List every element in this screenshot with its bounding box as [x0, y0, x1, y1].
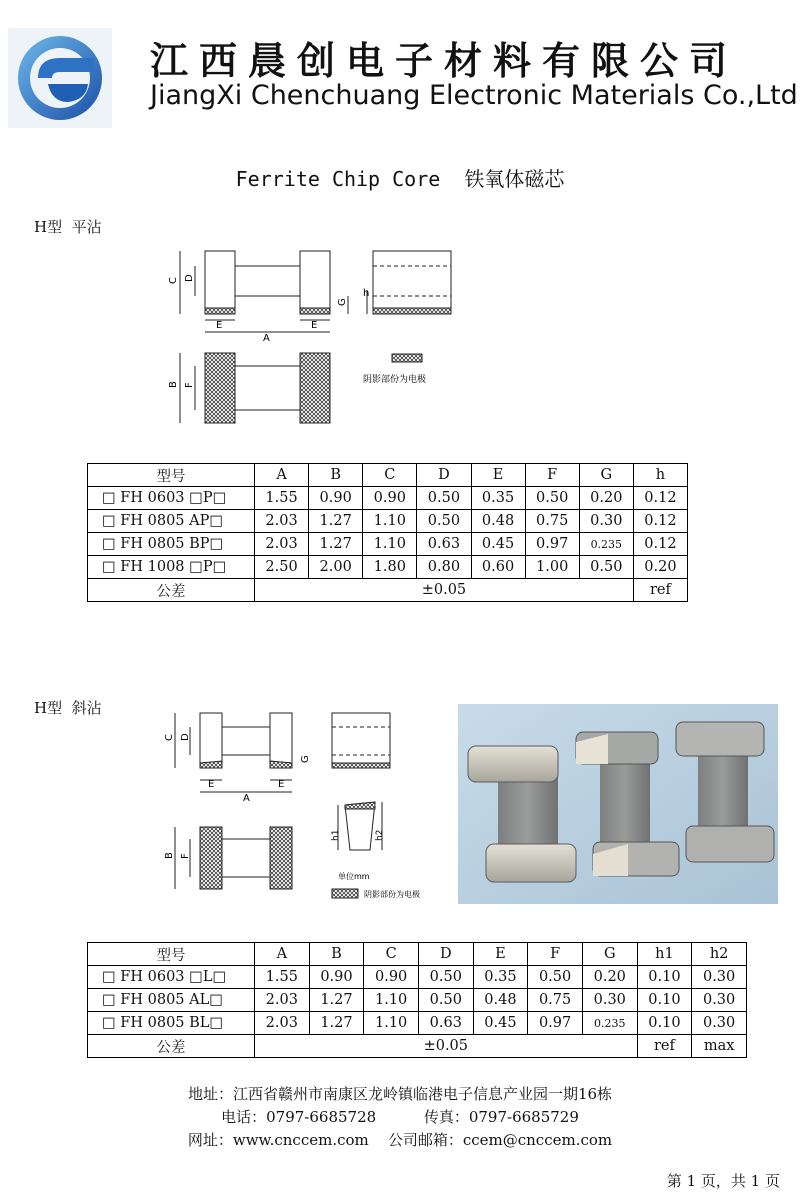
table-cell: 1.10: [364, 989, 419, 1012]
table-cell: 1.10: [363, 533, 417, 556]
col-header: A: [255, 943, 310, 966]
table-cell: 0.30: [692, 1012, 747, 1035]
table-cell: 1.10: [363, 510, 417, 533]
table-cell: 0.90: [309, 487, 363, 510]
table-cell: 0.60: [471, 556, 525, 579]
table-cell: 2.00: [309, 556, 363, 579]
table-cell: 0.97: [528, 1012, 583, 1035]
col-header: h2: [692, 943, 747, 966]
table-header-row: [88, 943, 747, 966]
section1-side-view: [180, 251, 348, 332]
table-cell: 0.80: [417, 556, 471, 579]
table-cell: 0.50: [579, 556, 633, 579]
table-cell: 0.10: [637, 966, 692, 989]
table-cell: 0.90: [363, 487, 417, 510]
table-row: [88, 1012, 747, 1035]
tolerance-label: 公差: [88, 579, 255, 602]
dim-label-f: F: [184, 382, 195, 388]
table-cell: 0.30: [579, 510, 633, 533]
table-cell: 0.50: [417, 487, 471, 510]
footer-web: 网址：www.cnccem.com 公司邮箱：ccem@cnccem.com: [187, 1131, 613, 1149]
table-cell: 1.80: [363, 556, 417, 579]
dim-label-d: D: [184, 274, 195, 282]
col-header: C: [363, 464, 417, 487]
table-cell: 0.35: [471, 487, 525, 510]
table-cell: 0.50: [417, 510, 471, 533]
col-header: C: [364, 943, 419, 966]
tolerance-value: ±0.05: [255, 1035, 638, 1058]
dim-label-c: C: [164, 734, 175, 741]
tolerance-h: ref: [633, 579, 687, 602]
table-cell: 1.27: [309, 989, 364, 1012]
tolerance-row: [88, 1035, 747, 1058]
col-header: h1: [637, 943, 692, 966]
table-cell: 1.55: [255, 487, 309, 510]
table-cell: 2.03: [255, 989, 310, 1012]
dim-label-g: G: [300, 755, 311, 763]
dim-label-h1: h1: [331, 829, 341, 841]
electrode-legend-text: 阴影部份为电极: [363, 375, 427, 385]
table-row: [88, 556, 688, 579]
dim-label-e1: E: [208, 779, 215, 790]
spec-table-flat: [87, 463, 688, 602]
model-cell: □ FH 0805 AP□: [88, 510, 255, 533]
table-cell: 0.30: [582, 989, 637, 1012]
table-cell: 0.48: [473, 989, 528, 1012]
table-cell: 0.50: [528, 966, 583, 989]
table-cell: 1.00: [525, 556, 579, 579]
table-cell: 0.12: [633, 487, 687, 510]
electrode-legend-text: 阴影部份为电极: [364, 890, 420, 899]
tolerance-h2: max: [692, 1035, 747, 1058]
dim-label-e1: E: [216, 320, 223, 331]
col-header: B: [309, 943, 364, 966]
dim-label-h: h: [363, 288, 370, 299]
table-cell: 0.90: [364, 966, 419, 989]
section2-side-view: [175, 713, 292, 792]
table-cell: 0.97: [525, 533, 579, 556]
table-cell: 1.10: [364, 1012, 419, 1035]
col-header: F: [525, 464, 579, 487]
section2-diagram: [160, 705, 450, 905]
electrode-legend-swatch: [392, 354, 422, 362]
table-cell: 1.55: [255, 966, 310, 989]
col-header: E: [473, 943, 528, 966]
table-cell: 0.20: [582, 966, 637, 989]
tolerance-label: 公差: [88, 1035, 255, 1058]
section1-end-view: [367, 251, 451, 314]
tolerance-row: [88, 579, 688, 602]
section1-label: H型 平沾: [34, 218, 102, 236]
table-cell: 0.48: [471, 510, 525, 533]
table-cell: 0.30: [692, 966, 747, 989]
dim-label-b: B: [164, 852, 175, 859]
unit-text: 单位mm: [338, 872, 370, 881]
model-cell: □ FH 0603 □P□: [88, 487, 255, 510]
dim-label-c: C: [168, 277, 179, 284]
table-row: [88, 510, 688, 533]
tolerance-h1: ref: [637, 1035, 692, 1058]
section2-profile-view: [338, 802, 382, 850]
dim-label-f: F: [180, 853, 191, 859]
table-row: [88, 487, 688, 510]
col-header: G: [579, 464, 633, 487]
table-cell: 0.35: [473, 966, 528, 989]
dim-label-e2: E: [311, 320, 318, 331]
dim-label-b: B: [168, 381, 179, 388]
table-cell: 0.63: [417, 533, 471, 556]
page-number: 第 1 页，共 1 页: [666, 1172, 780, 1190]
table-cell: 0.30: [692, 989, 747, 1012]
col-header: F: [528, 943, 583, 966]
dim-label-g: G: [337, 298, 348, 306]
table-cell: 0.235: [582, 1012, 637, 1035]
section2-end-view: [332, 713, 390, 768]
table-cell: 0.75: [528, 989, 583, 1012]
table-cell: 2.03: [255, 1012, 310, 1035]
table-cell: 0.10: [637, 989, 692, 1012]
table-cell: 0.10: [637, 1012, 692, 1035]
table-cell: 0.75: [525, 510, 579, 533]
section2-top-view: [175, 827, 292, 889]
dim-label-a: A: [243, 793, 250, 804]
model-cell: □ FH 0805 AL□: [88, 989, 255, 1012]
table-cell: 0.20: [579, 487, 633, 510]
col-header: D: [418, 943, 473, 966]
product-photo: [458, 704, 778, 904]
col-header: E: [471, 464, 525, 487]
col-header: A: [255, 464, 309, 487]
table-cell: 0.50: [418, 989, 473, 1012]
table-cell: 1.27: [309, 533, 363, 556]
electrode-legend-swatch: [332, 889, 358, 898]
table-cell: 2.03: [255, 510, 309, 533]
table-cell: 0.20: [633, 556, 687, 579]
section1-diagram: [160, 240, 460, 430]
model-cell: □ FH 0603 □L□: [88, 966, 255, 989]
col-header: 型号: [88, 464, 255, 487]
spec-table-slanted: [87, 942, 747, 1058]
company-logo-icon: [8, 28, 112, 128]
table-cell: 1.27: [309, 510, 363, 533]
model-cell: □ FH 1008 □P□: [88, 556, 255, 579]
document-title: Ferrite Chip Core 铁氧体磁芯: [235, 167, 565, 191]
table-cell: 0.12: [633, 533, 687, 556]
footer-contact: 电话：0797-6685728 传真：0797-6685729: [221, 1108, 579, 1126]
company-name-en: JiangXi Chenchuang Electronic Materials Co.,Ltd: [150, 80, 798, 111]
table-row: [88, 966, 747, 989]
table-header-row: [88, 464, 688, 487]
col-header: D: [417, 464, 471, 487]
table-cell: 0.50: [418, 966, 473, 989]
table-cell: 2.03: [255, 533, 309, 556]
table-cell: 0.63: [418, 1012, 473, 1035]
table-cell: 1.27: [309, 1012, 364, 1035]
table-cell: 2.50: [255, 556, 309, 579]
section1-top-view: [180, 353, 330, 423]
dim-label-h2: h2: [375, 829, 385, 841]
section2-label: H型 斜沾: [34, 699, 102, 717]
footer-address: 地址：江西省赣州市南康区龙岭镇临港电子信息产业园一期16栋: [187, 1085, 613, 1103]
col-header: 型号: [88, 943, 255, 966]
col-header: h: [633, 464, 687, 487]
table-cell: 0.235: [579, 533, 633, 556]
dim-label-a: A: [263, 333, 270, 344]
dim-label-d: D: [180, 733, 191, 741]
table-row: [88, 989, 747, 1012]
table-cell: 0.90: [309, 966, 364, 989]
table-cell: 0.45: [473, 1012, 528, 1035]
model-cell: □ FH 0805 BL□: [88, 1012, 255, 1035]
company-name-cn: 江西晨创电子材料有限公司: [150, 38, 739, 83]
table-row: [88, 533, 688, 556]
col-header: B: [309, 464, 363, 487]
dim-label-e2: E: [278, 779, 285, 790]
table-cell: 0.45: [471, 533, 525, 556]
model-cell: □ FH 0805 BP□: [88, 533, 255, 556]
table-cell: 0.12: [633, 510, 687, 533]
col-header: G: [582, 943, 637, 966]
table-cell: 0.50: [525, 487, 579, 510]
tolerance-value: ±0.05: [255, 579, 634, 602]
